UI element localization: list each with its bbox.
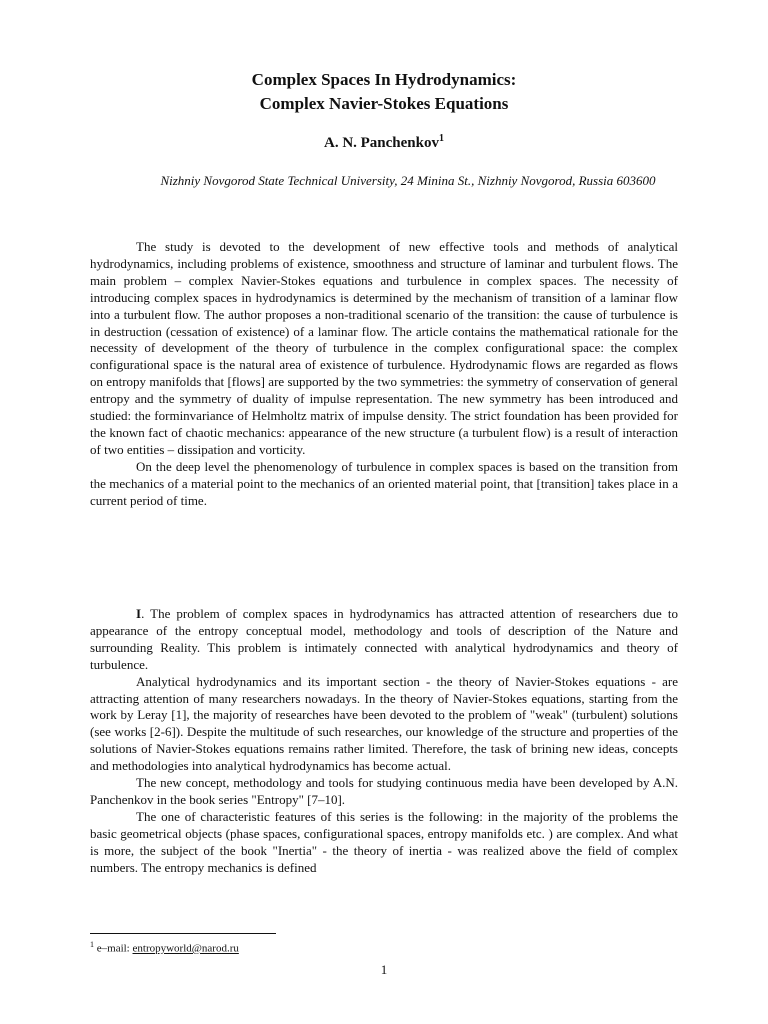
affiliation: Nizhniy Novgorod State Technical University, 24 Minina St., Nizhniy Novgorod, Russia 603600 [160,173,656,188]
section-1-paragraph-4: The one of characteristic features of this series is the following: in the majority of the problems the basic geometrical objects (phase spaces, configurational spaces, entropy manifolds etc. ) are complex. And what is more, the subject of the book "Inertia" - the theory of inertia - was realized above the field of complex numbers. The entropy mechanics is defined [90,808,678,875]
page-number: 1 [380,962,388,977]
section-1 [90,606,678,877]
section-1-paragraph-3: The new concept, methodology and tools for studying continuous media have been developed by A.N. Panchenkov in the book series "Entropy" [7–10]. [90,775,678,807]
footnote-email-link[interactable]: entropyworld@narod.ru [132,942,239,955]
title-line-2: Complex Navier-Stokes Equations [259,94,509,113]
footnote-mark: 1 [90,940,94,949]
abstract-paragraph-2: On the deep level the phenomenology of turbulence in complex spaces is based on the transition from the mechanics of a material point to the mechanics of an oriented material point, that [transition] takes place in a current period of time. [90,458,678,508]
section-1-paragraph-1-text: . The problem of complex spaces in hydrodynamics has attracted attention of researchers due to appearance of the entropy conceptual model, methodology and tools of description of the Nature and surrounding Reality. This problem is intimately connected with analytical hydrodynamics and theory of turbulence. [90,606,678,672]
title-line-1: Complex Spaces In Hydrodynamics: [251,70,517,89]
author-line [0,132,768,154]
section-1-paragraph-1 [90,606,678,674]
footnote-label: e–mail: [96,942,133,955]
section-1-paragraph-2: Analytical hydrodynamics and its important section - the theory of Navier-Stokes equations - are attracting attention of many researchers nowadays. In the theory of Navier-Stokes equations, starting from the work by Leray [1], the majority of researches have been devoted to the problem of "weak" (turbulent) solutions (see works [2-6]). Despite the multitude of such researches, our knowledge of the structure and properties of the solutions of Navier-Stokes equations remains rather limited. Therefore, the task of brining new ideas, concepts and methodologies into analytical hydrodynamics has become actual. [90,673,678,774]
section-marker: I [136,606,142,621]
author-footnote-mark: 1 [439,133,444,144]
abstract [90,239,678,510]
paper-title [0,68,768,116]
footnote [90,938,239,956]
abstract-paragraph-1: The study is devoted to the development of new effective tools and methods of analytical hydrodynamics, including problems of existence, smoothness and structure of laminar and turbulent flows. The main problem – complex Navier-Stokes equations and turbulence in complex spaces. The necessity of introducing complex spaces in hydrodynamics is determined by the mechanism of transition of a laminar flow into a turbulent flow. The author proposes a non-traditional scenario of the transition: the cause of turbulence is in destruction (cessation of existence) of a laminar flow. The article contains the mathematical rationale for the necessity of development of the theory of turbulence in the complex configurational space: the complex configurational space is the natural area of existence of turbulence. Hydrodynamic flows are regarded as flows on entropy manifolds that [flows] are supported by the two symmetries: the symmetry of conservation of general entropy and the symmetry of duality of impulse representation. The new symmetry has been introduced and studied: the forminvariance of Helmholtz matrix of impulse density. The strict foundation has been provided for the known fact of chaotic mechanics: appearance of the new structure (a turbulent flow) is a result of interaction of two entities – dissipation and vorticity. [90,239,678,457]
footnote-divider [90,933,276,934]
author-name: A. N. Panchenkov [323,135,439,151]
